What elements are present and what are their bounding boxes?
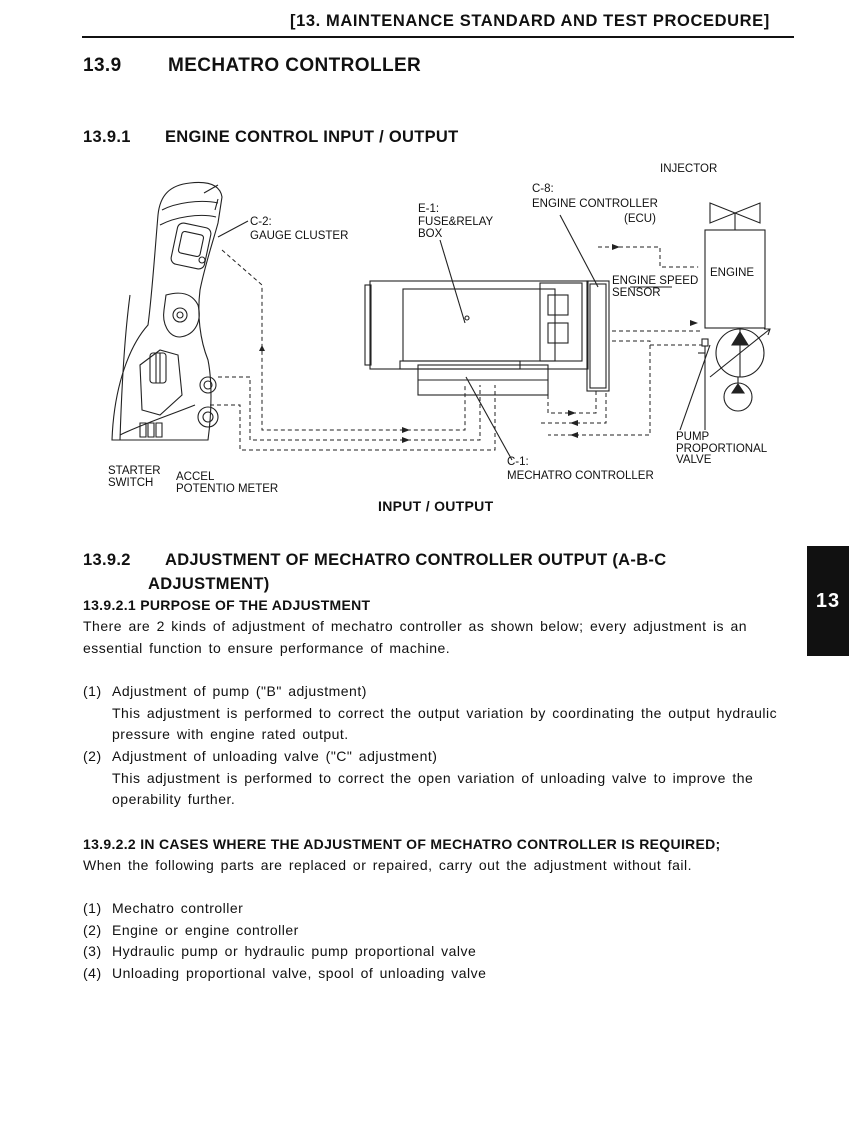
label-pump-2: PROPORTIONAL bbox=[676, 443, 768, 455]
label-e1-name: FUSE&RELAY bbox=[418, 216, 494, 228]
label-injector: INJECTOR bbox=[660, 163, 718, 175]
label-speed-sensor-1: ENGINE SPEED bbox=[612, 275, 699, 287]
running-header: [13. MAINTENANCE STANDARD AND TEST PROCEDURE] bbox=[290, 12, 770, 30]
label-pump-3: VALVE bbox=[676, 454, 712, 466]
purpose-item-1-num: (1) bbox=[83, 683, 102, 699]
label-c8-ecu: (ECU) bbox=[624, 213, 656, 225]
purpose-line1: There are 2 kinds of adjustment of mechatro controller as shown below; every adjustment is an bbox=[83, 618, 748, 634]
chapter-tab-label: 13 bbox=[815, 589, 841, 612]
cases-item-4-text: Unloading proportional valve, spool of unloading valve bbox=[112, 965, 487, 982]
label-accel-2: POTENTIO METER bbox=[176, 483, 279, 495]
section-title: MECHATRO CONTROLLER bbox=[168, 55, 422, 76]
purpose-item-2-num: (2) bbox=[83, 748, 102, 764]
label-c2-name: GAUGE CLUSTER bbox=[250, 230, 349, 242]
purpose-item-2-desc2: operability further. bbox=[112, 791, 236, 807]
label-c8-name: ENGINE CONTROLLER bbox=[532, 198, 658, 210]
section-number: 13.9 bbox=[83, 55, 122, 76]
purpose-item-1-title: Adjustment of pump ("B" adjustment) bbox=[112, 683, 367, 699]
purpose-item-2-desc1: This adjustment is performed to correct the open variation of unloading valve to improve the bbox=[112, 769, 754, 786]
subsection2-number: 13.9.2 bbox=[83, 551, 131, 569]
label-engine: ENGINE bbox=[710, 267, 755, 279]
cases-item-2-num: (2) bbox=[83, 921, 102, 938]
subsection2-title-line2: ADJUSTMENT) bbox=[148, 575, 270, 593]
cases-line1: When the following parts are replaced or repaired, carry out the adjustment without fail. bbox=[83, 857, 693, 873]
label-speed-sensor-2: SENSOR bbox=[612, 287, 661, 299]
subsection-title: ENGINE CONTROL INPUT / OUTPUT bbox=[165, 128, 459, 146]
cases-heading: 13.9.2.2 IN CASES WHERE THE ADJUSTMENT OF MECHATRO CONTROLLER IS REQUIRED; bbox=[83, 836, 721, 852]
purpose-heading: 13.9.2.1 PURPOSE OF THE ADJUSTMENT bbox=[83, 597, 371, 613]
label-c2-code: C-2: bbox=[250, 216, 272, 228]
subsection2-title-line1: ADJUSTMENT OF MECHATRO CONTROLLER OUTPUT (A-B-C bbox=[165, 551, 667, 569]
chapter-tab bbox=[807, 546, 849, 656]
label-c1-name: MECHATRO CONTROLLER bbox=[507, 470, 654, 482]
subsection-number: 13.9.1 bbox=[83, 128, 131, 146]
label-e1-box: BOX bbox=[418, 228, 443, 240]
purpose-line2: essential function to ensure performance of machine. bbox=[83, 640, 451, 656]
label-starter-2: SWITCH bbox=[108, 477, 154, 489]
cases-item-4-num: (4) bbox=[83, 965, 102, 982]
label-pump-1: PUMP bbox=[676, 431, 710, 443]
label-accel-1: ACCEL bbox=[176, 471, 215, 483]
cases-list bbox=[83, 898, 683, 988]
purpose-item-1-desc2: pressure with engine rated output. bbox=[112, 726, 349, 742]
cases-item-2-text: Engine or engine controller bbox=[112, 921, 299, 938]
cases-item-3-num: (3) bbox=[83, 943, 102, 960]
purpose-list bbox=[83, 681, 783, 811]
io-diagram bbox=[100, 155, 780, 500]
diagram-caption: INPUT / OUTPUT bbox=[378, 498, 494, 514]
cases-item-3-text: Hydraulic pump or hydraulic pump proportional valve bbox=[112, 943, 477, 960]
purpose-item-2-title: Adjustment of unloading valve ("C" adjustment) bbox=[112, 748, 438, 764]
label-c1-code: C-1: bbox=[507, 456, 529, 468]
cases-item-1-text: Mechatro controller bbox=[112, 900, 244, 916]
label-e1-code: E-1: bbox=[418, 203, 440, 215]
label-starter-1: STARTER bbox=[108, 465, 161, 477]
purpose-item-1-desc1: This adjustment is performed to correct the output variation by coordinating the output hydraulic bbox=[112, 704, 778, 721]
header-rule bbox=[82, 36, 794, 38]
cases-item-1-num: (1) bbox=[83, 900, 102, 916]
label-c8-code: C-8: bbox=[532, 183, 554, 195]
io-diagram-drawing bbox=[100, 155, 780, 500]
